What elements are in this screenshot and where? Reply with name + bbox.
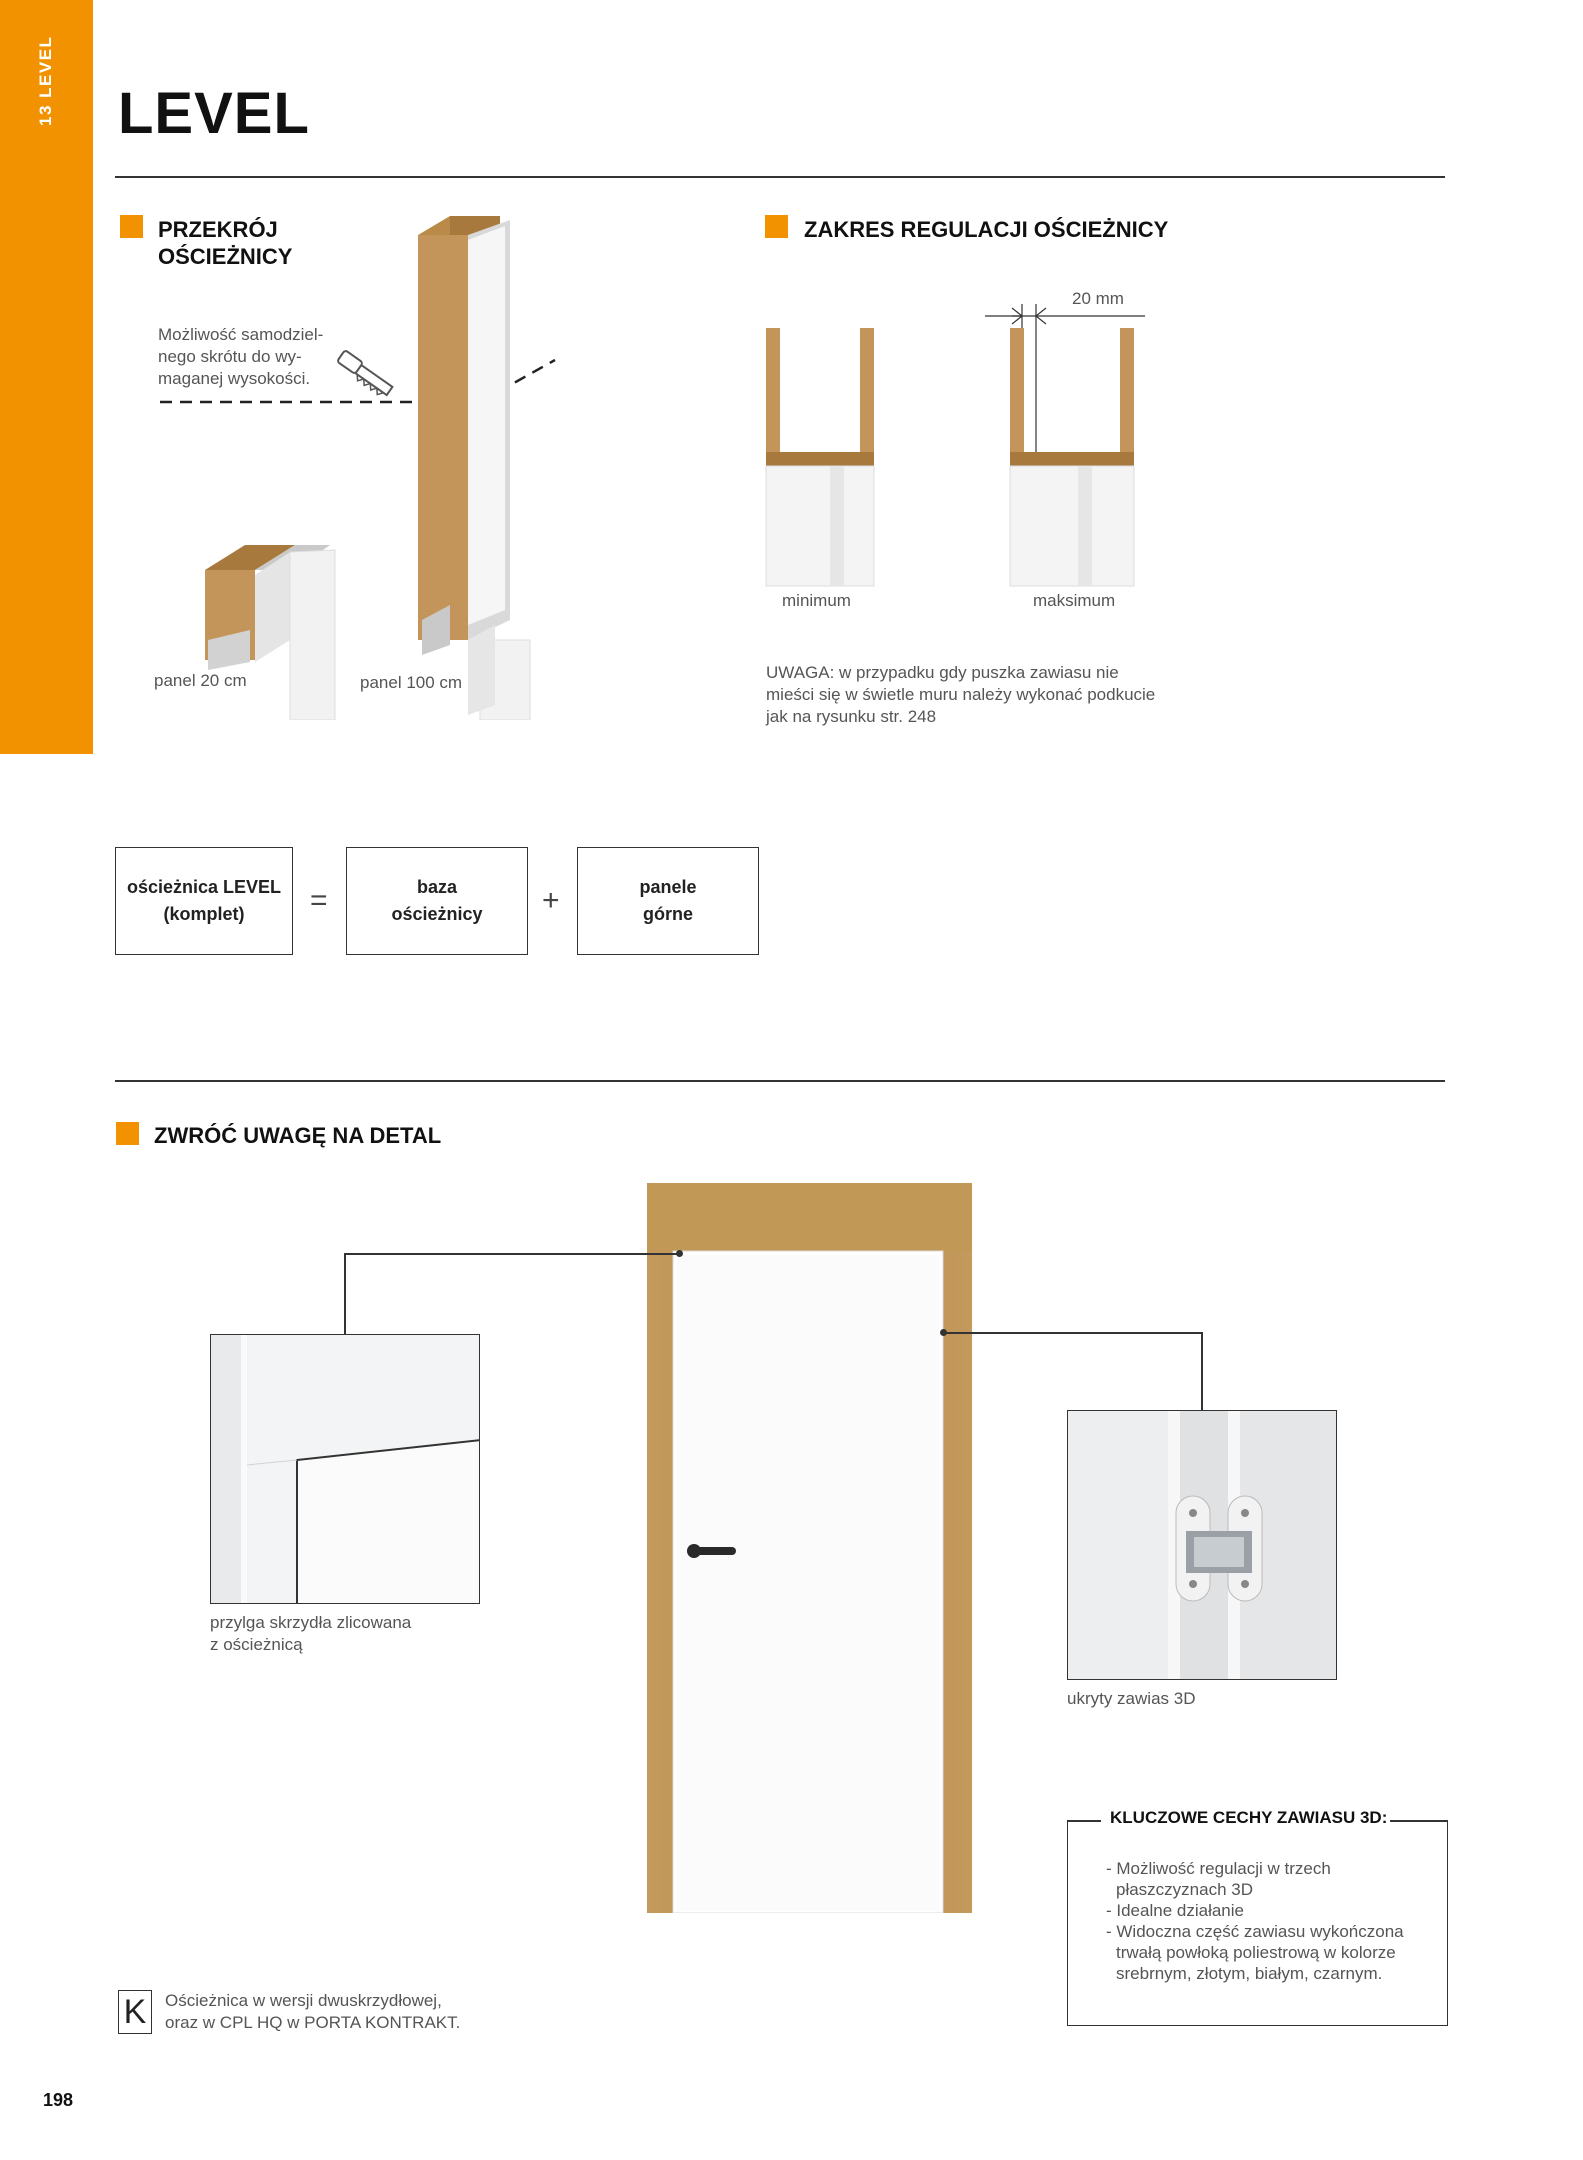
equals-sign: = [310, 884, 328, 917]
minimum-frame [766, 328, 874, 586]
panel-20-label: panel 20 cm [154, 671, 247, 690]
frame-cross-section-illustration [150, 200, 570, 720]
saw-icon [335, 350, 394, 399]
middle-divider [115, 1080, 1445, 1082]
top-divider [115, 176, 1445, 178]
equation-box-complete-frame: ościeżnica LEVEL (komplet) [115, 847, 293, 955]
warning-note: UWAGA: w przypadku gdy puszka zawiasu nie mieści się w świetle muru należy wykonać podkucie jak na rysunku str. 248 [766, 663, 1156, 726]
hidden-hinge-photo [1067, 1410, 1337, 1680]
section-title-cross: PRZEKRÓJ OŚCIEŻNICY [158, 217, 293, 269]
panel-100-label: panel 100 cm [360, 673, 463, 692]
footnote-text: Ościeżnica w wersji dwuskrzydłowej, oraz w CPL HQ w PORTA KONTRAKT. [165, 1991, 461, 2032]
callout-dot [676, 1250, 683, 1257]
panel-100-illustration [418, 216, 530, 720]
hidden-hinge-caption: ukryty zawias 3D [1067, 1689, 1196, 1708]
section-title-detail: ZWRÓĆ UWAGĘ NA DETAL [154, 1123, 442, 1148]
flush-rebate-photo [210, 1334, 480, 1604]
list-item: - Możliwość regulacji w trzech płaszczyznach 3D [1106, 1859, 1331, 1899]
maximum-frame [1010, 328, 1134, 586]
section-marker [765, 215, 788, 238]
page-title: LEVEL [118, 81, 310, 146]
side-tab-label: 13 LEVEL [36, 35, 55, 126]
minimum-label: minimum [782, 591, 851, 610]
list-item: - Idealne działanie [1106, 1901, 1244, 1920]
list-item: - Widoczna część zawiasu wykończona trwałą powłoką poliestrową w kolorze srebrnym, złotym, białym, czarnym. [1106, 1922, 1404, 1983]
maximum-label: maksimum [1033, 591, 1116, 610]
flush-rebate-caption: przylga skrzydła zlicowana z ościeżnicą [210, 1613, 412, 1654]
page-number: 198 [43, 2090, 74, 2110]
shortening-note: Możliwość samodziel- nego skrótu do wy- maganej wysokości. [158, 325, 324, 388]
callout-dot [940, 1329, 947, 1336]
panel-20-illustration [205, 545, 335, 720]
features-list [1106, 1858, 1416, 1984]
adjustment-range-illustration [760, 290, 1160, 590]
section-title-range: ZAKRES REGULACJI OŚCIEŻNICY [804, 217, 1169, 242]
door-illustration [647, 1183, 972, 1913]
equation-box-top-panels: panele górne [577, 847, 759, 955]
section-marker [116, 1122, 139, 1145]
dimension-label: 20 mm [1072, 289, 1124, 308]
features-title: KLUCZOWE CECHY ZAWIASU 3D: [1110, 1808, 1388, 1827]
kontrakt-icon: K [118, 1990, 152, 2034]
equation-box-base: baza ościeżnicy [346, 847, 528, 955]
plus-sign: + [542, 884, 560, 917]
section-marker [120, 215, 143, 238]
